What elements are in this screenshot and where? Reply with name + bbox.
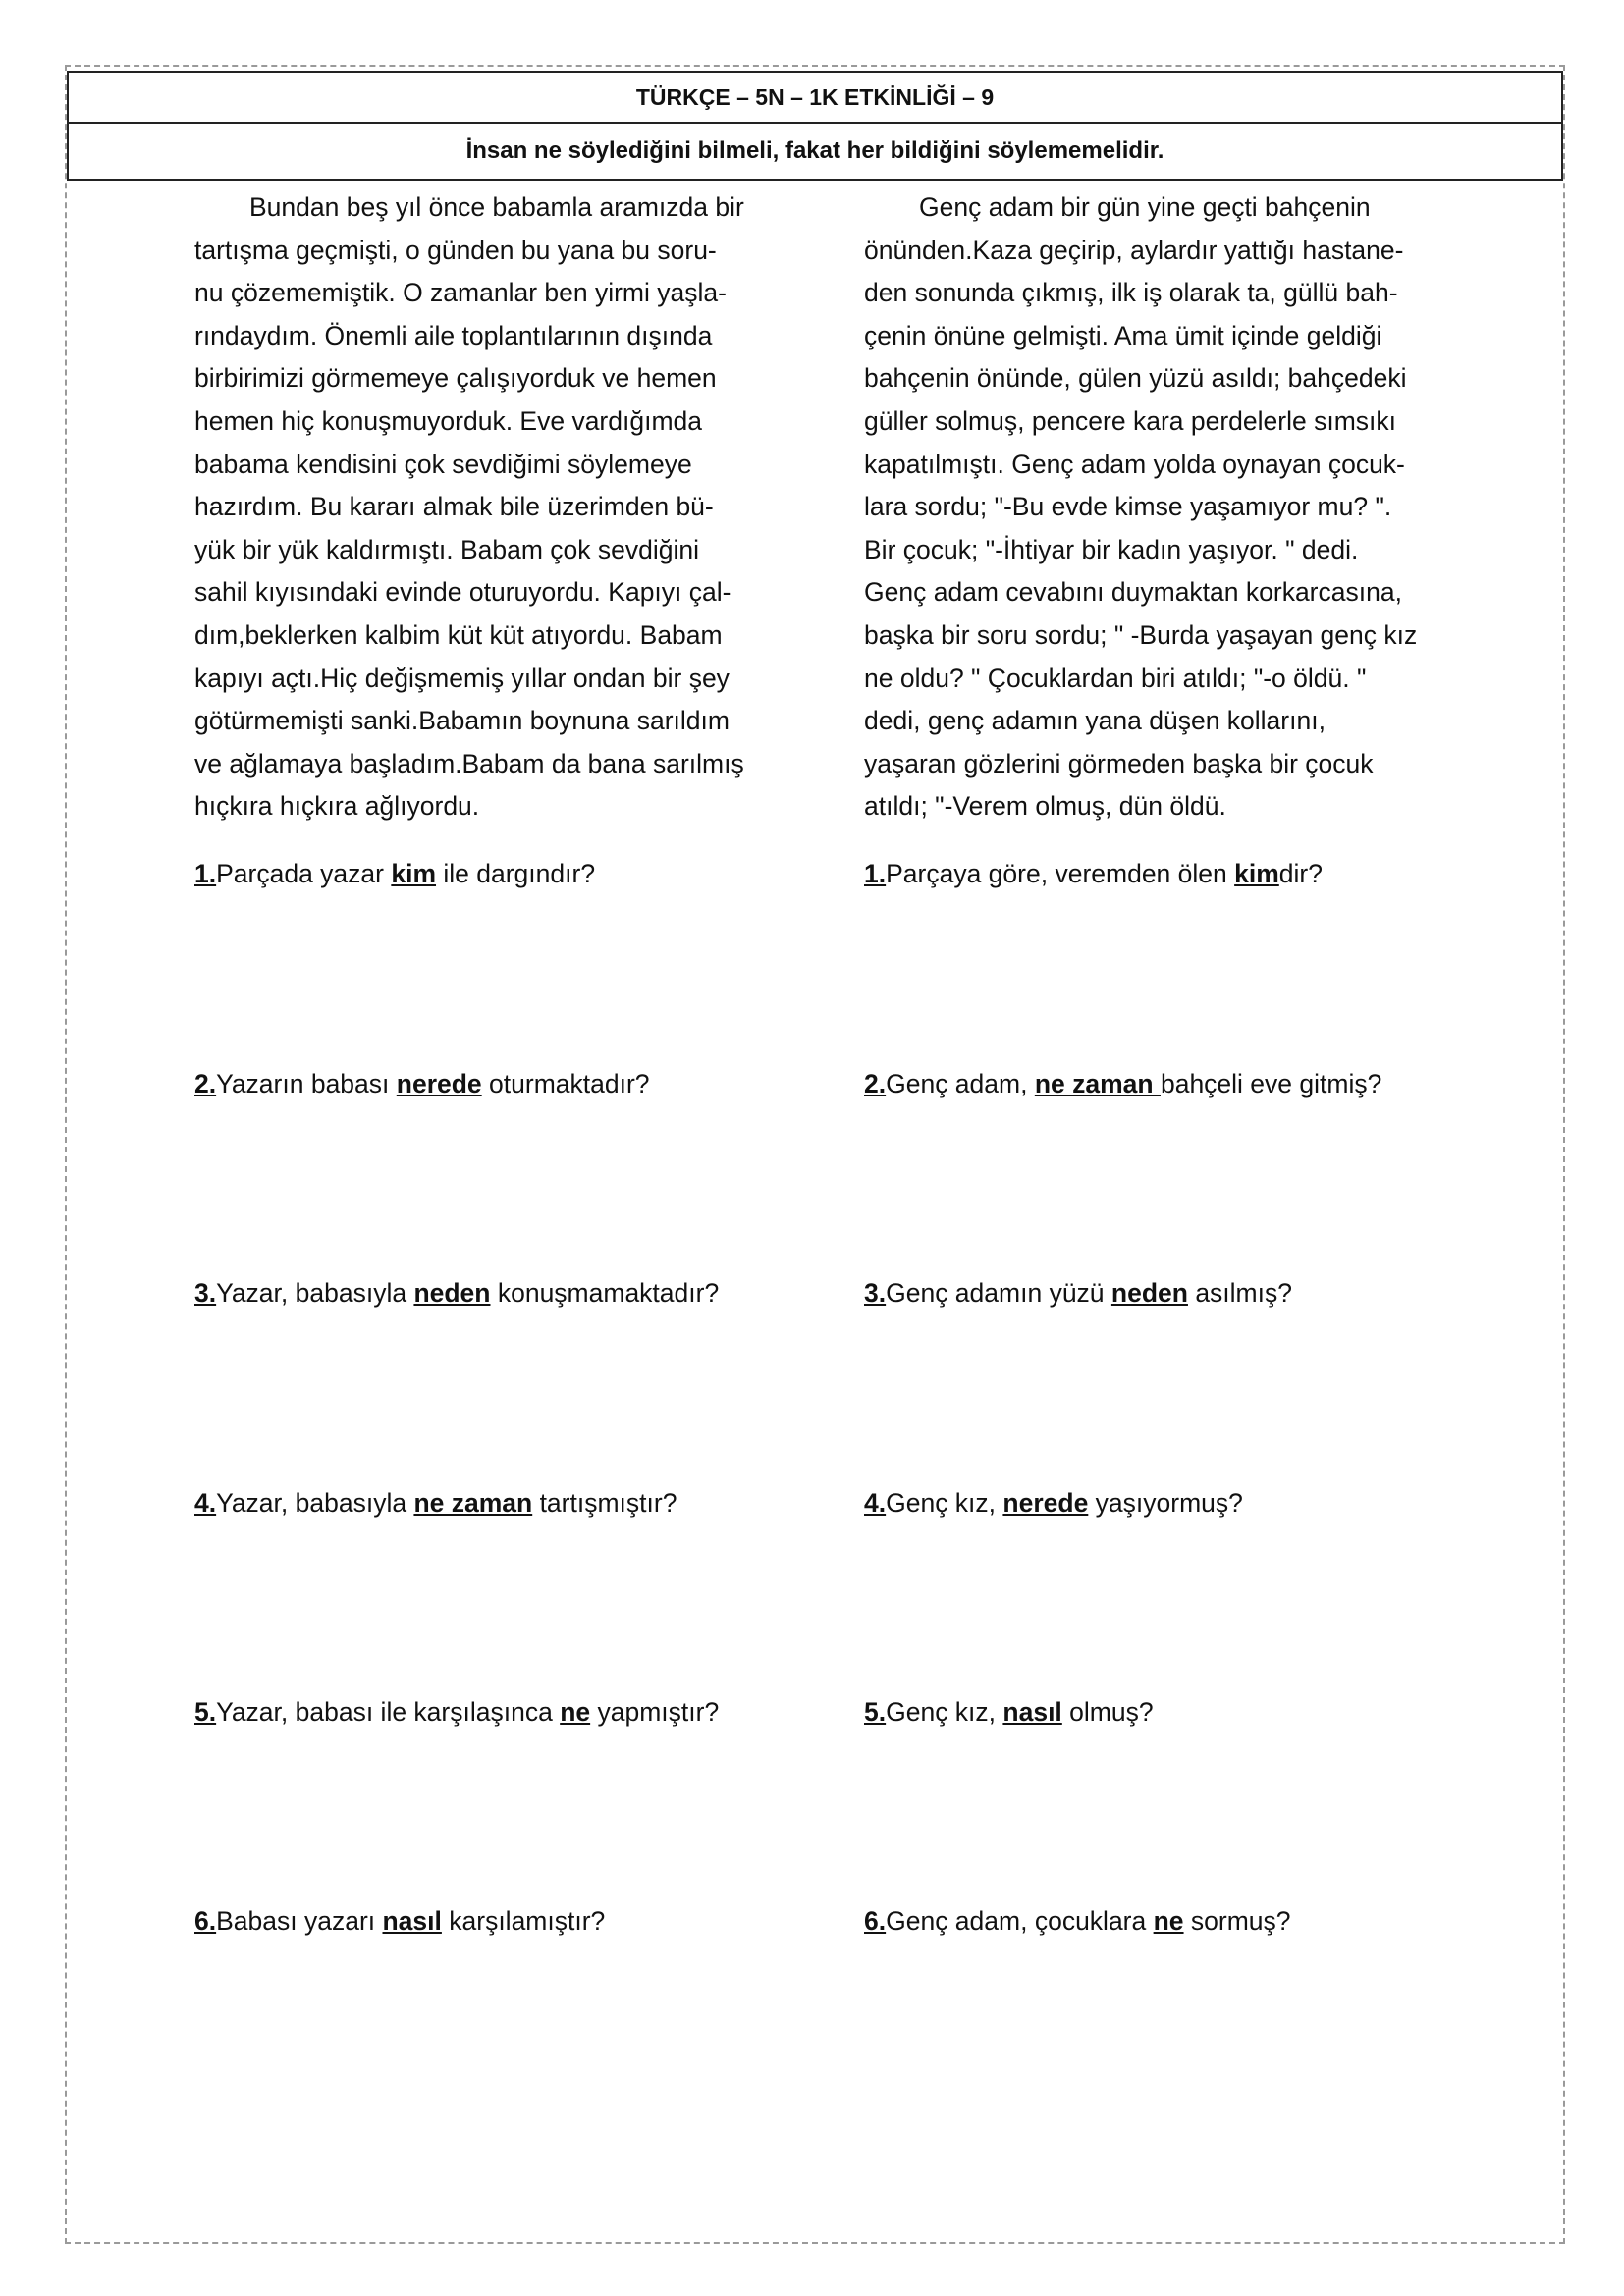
- passage-line: hazırdım. Bu kararı almak bile üzerimden bü-: [194, 492, 714, 522]
- right-passage: [864, 187, 1453, 828]
- left-question-2: [194, 1067, 650, 1100]
- passage-line: Bundan beş yıl önce babamla aramızda bir: [249, 192, 744, 222]
- question-keyword: neden: [413, 1278, 491, 1308]
- header-table: [67, 71, 1563, 181]
- passage-line: tartışma geçmişti, o günden bu yana bu soru-: [194, 235, 717, 265]
- passage-line: nu çözememiştik. O zamanlar ben yirmi yaşla-: [194, 278, 727, 308]
- passage-line: babama kendisini çok sevdiğimi söylemeye: [194, 449, 692, 479]
- question-keyword: ne zaman: [1034, 1069, 1161, 1098]
- question-text: Babası yazarı: [216, 1906, 383, 1936]
- question-text: Genç kız,: [886, 1697, 1003, 1727]
- passage-line: ne oldu? " Çocuklardan biri atıldı; "-o öldü. ": [864, 663, 1367, 693]
- passage-line: rındaydım. Önemli aile toplantılarının dışında: [194, 320, 713, 350]
- question-text: bahçeli eve gitmiş?: [1160, 1069, 1382, 1098]
- passage-line: hıçkıra hıçkıra ağlıyordu.: [194, 791, 480, 822]
- question-text: yaşıyormuş?: [1088, 1488, 1243, 1518]
- passage-line: başka bir soru sordu; " -Burda yaşayan genç kız: [864, 619, 1418, 650]
- question-number: 4.: [194, 1488, 217, 1518]
- question-text: asılmış?: [1187, 1278, 1292, 1308]
- question-text: karşılamıştır?: [441, 1906, 606, 1936]
- right-question-4: [864, 1486, 1243, 1520]
- question-number: 1.: [194, 859, 217, 888]
- passage-line: ve ağlamaya başladım.Babam da bana sarılmış: [194, 748, 744, 778]
- passage-line: Bir çocuk; "-İhtiyar bir kadın yaşıyor. " dedi.: [864, 534, 1359, 564]
- question-number: 3.: [194, 1278, 217, 1308]
- question-keyword: kim: [391, 859, 437, 888]
- left-question-1: [194, 857, 595, 890]
- question-text: Yazar, babasıyla: [216, 1278, 414, 1308]
- question-text: Parçaya göre, veremden ölen: [886, 859, 1235, 888]
- passage-line: bahçenin önünde, gülen yüzü asıldı; bahçedeki: [864, 363, 1407, 394]
- question-text: Yazarın babası: [216, 1069, 397, 1098]
- right-question-5: [864, 1695, 1154, 1729]
- question-number: 4.: [864, 1488, 887, 1518]
- question-text: yapmıştır?: [590, 1697, 720, 1727]
- question-text: Genç adam, çocuklara: [886, 1906, 1154, 1936]
- question-text: olmuş?: [1061, 1697, 1154, 1727]
- passage-line: Genç adam cevabını duymaktan korkarcasına,: [864, 577, 1402, 608]
- question-text: Genç adamın yüzü: [886, 1278, 1111, 1308]
- left-column: [194, 187, 784, 1936]
- right-question-2: [864, 1067, 1381, 1100]
- passage-line: hemen hiç konuşmuyorduk. Eve vardığımda: [194, 405, 703, 436]
- passage-line: götürmemişti sanki.Babamın boynuna sarıldım: [194, 706, 730, 736]
- question-text: konuşmamaktadır?: [490, 1278, 720, 1308]
- question-text: Yazar, babası ile karşılaşınca: [216, 1697, 561, 1727]
- passage-line: dım,beklerken kalbim küt küt atıyordu. Babam: [194, 619, 723, 650]
- right-question-3: [864, 1276, 1292, 1309]
- left-question-5: [194, 1695, 719, 1729]
- question-keyword: ne zaman: [413, 1488, 533, 1518]
- question-number: 1.: [864, 859, 887, 888]
- passage-line: sahil kıyısındaki evinde oturuyordu. Kapıyı çal-: [194, 577, 731, 608]
- question-keyword: ne: [1153, 1906, 1184, 1936]
- left-question-6: [194, 1904, 605, 1938]
- right-question-1: [864, 857, 1323, 890]
- question-text: Genç adam,: [886, 1069, 1035, 1098]
- passage-line: yaşaran gözlerini görmeden başka bir çocuk: [864, 748, 1374, 778]
- question-keyword: nasıl: [382, 1906, 442, 1936]
- question-number: 5.: [194, 1697, 217, 1727]
- left-passage: [194, 187, 784, 828]
- passage-line: Genç adam bir gün yine geçti bahçenin: [919, 192, 1371, 222]
- question-text: ile dargındır?: [436, 859, 596, 888]
- question-number: 3.: [864, 1278, 887, 1308]
- question-text: tartışmıştır?: [532, 1488, 677, 1518]
- motto: İnsan ne söylediğini bilmeli, fakat her bildiğini söylememelidir.: [69, 122, 1561, 179]
- question-text: Yazar, babasıyla: [216, 1488, 414, 1518]
- right-question-6: [864, 1904, 1291, 1938]
- passage-line: birbirimizi görmemeye çalışıyorduk ve hemen: [194, 363, 717, 394]
- question-number: 6.: [194, 1906, 217, 1936]
- question-keyword: nasıl: [1002, 1697, 1062, 1727]
- question-text: oturmaktadır?: [481, 1069, 650, 1098]
- question-text: sormuş?: [1183, 1906, 1291, 1936]
- passage-line: önünden.Kaza geçirip, aylardır yattığı hastane-: [864, 235, 1404, 265]
- left-question-4: [194, 1486, 677, 1520]
- question-keyword: nerede: [1002, 1488, 1089, 1518]
- question-keyword: ne: [560, 1697, 591, 1727]
- passage-line: den sonunda çıkmış, ilk iş olarak ta, güllü bah-: [864, 278, 1398, 308]
- left-question-3: [194, 1276, 719, 1309]
- question-text: Genç kız,: [886, 1488, 1003, 1518]
- passage-line: çenin önüne gelmişti. Ama ümit içinde geldiği: [864, 320, 1382, 350]
- passage-line: lara sordu; "-Bu evde kimse yaşamıyor mu? ".: [864, 492, 1392, 522]
- question-number: 6.: [864, 1906, 887, 1936]
- question-number: 2.: [194, 1069, 217, 1098]
- question-keyword: kim: [1234, 859, 1279, 888]
- passage-line: atıldı; "-Verem olmuş, dün öldü.: [864, 791, 1226, 822]
- worksheet-title: TÜRKÇE – 5N – 1K ETKİNLİĞİ – 9: [635, 83, 995, 110]
- passage-line: yük bir yük kaldırmıştı. Babam çok sevdiğini: [194, 534, 699, 564]
- passage-line: güller solmuş, pencere kara perdelerle sımsıkı: [864, 405, 1397, 436]
- question-number: 5.: [864, 1697, 887, 1727]
- passage-line: kapatılmıştı. Genç adam yolda oynayan çocuk-: [864, 449, 1405, 479]
- question-keyword: nerede: [396, 1069, 482, 1098]
- question-text: Parçada yazar: [216, 859, 392, 888]
- question-number: 2.: [864, 1069, 887, 1098]
- question-text: dir?: [1278, 859, 1323, 888]
- question-keyword: neden: [1110, 1278, 1188, 1308]
- right-column: [864, 187, 1453, 1936]
- passage-line: kapıyı açtı.Hiç değişmemiş yıllar ondan bir şey: [194, 663, 730, 693]
- passage-line: dedi, genç adamın yana düşen kollarını,: [864, 706, 1326, 736]
